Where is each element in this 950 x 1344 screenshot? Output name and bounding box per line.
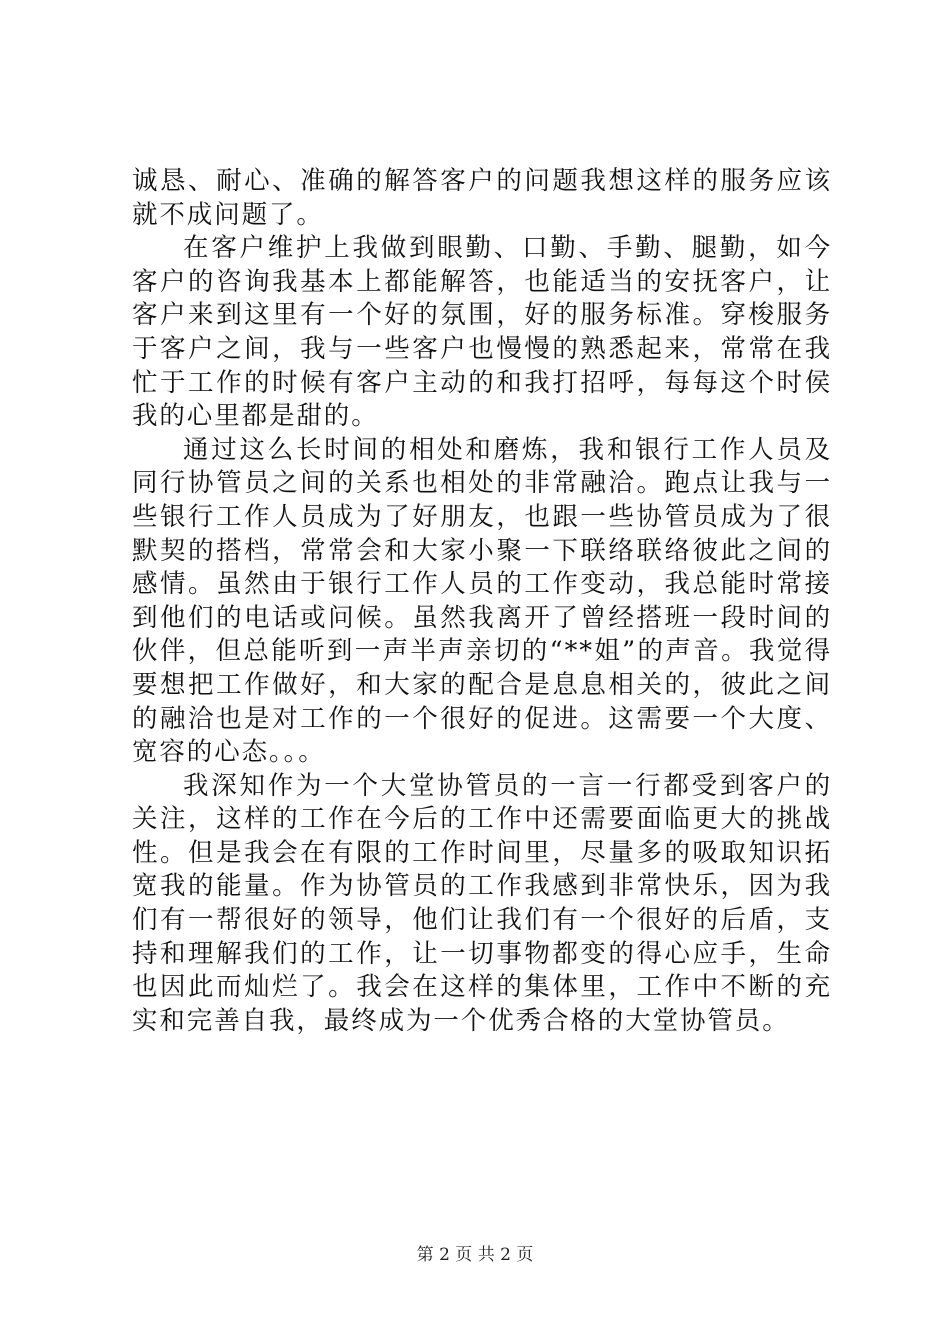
paragraph-conclusion: 我深知作为一个大堂协管员的一言一行都受到客户的关注，这样的工作在今后的工作中还需要面临更大的挑战性。但是我会在有限的工作时间里，尽量多的吸取知识拓宽我的能量。作为协管员的工作我感到非常快乐，因为我们有一帮很好的领导，他们让我们有一个很好的后盾，支持和理解我们的工作，让一切事物都变的得心应手，生命也因此而灿烂了。我会在这样的集体里，工作中不断的充实和完善自我，最终成为一个优秀合格的大堂协管员。	[132, 770, 832, 1036]
paragraph-customer-maintenance: 在客户维护上我做到眼勤、口勤、手勤、腿勤，如今客户的咨询我基本上都能解答，也能适当的安抚客户，让客户来到这里有一个好的氛围，好的服务标准。穿梭服务于客户之间，我与一些客户也慢慢的熟悉起来，常常在我忙于工作的时候有客户主动的和我打招呼，每每这个时侯我的心里都是甜的。	[132, 233, 832, 432]
paragraph-continuation: 诚恳、耐心、准确的解答客户的问题我想这样的服务应该就不成问题了。	[132, 166, 832, 230]
page-footer: 第 2 页 共 2 页	[416, 1245, 534, 1265]
paragraph-colleague-relations: 通过这么长时间的相处和磨炼，我和银行工作人员及同行协管员之间的关系也相处的非常融洽。跑点让我与一些银行工作人员成为了好朋友，也跟一些协管员成为了很默契的搭档，常常会和大家小聚一下联络联络彼此之间的感情。虽然由于银行工作人员的工作变动，我总能时常接到他们的电话或问候。虽然我离开了曾经搭班一段时间的伙伴，但总能听到一声半声亲切的“**姐”的声音。我觉得要想把工作做好，和大家的配合是息息相关的，彼此之间的融洽也是对工作的一个很好的促进。这需要一个大度、宽容的心态。。。	[132, 434, 832, 768]
document-body	[132, 165, 832, 1038]
